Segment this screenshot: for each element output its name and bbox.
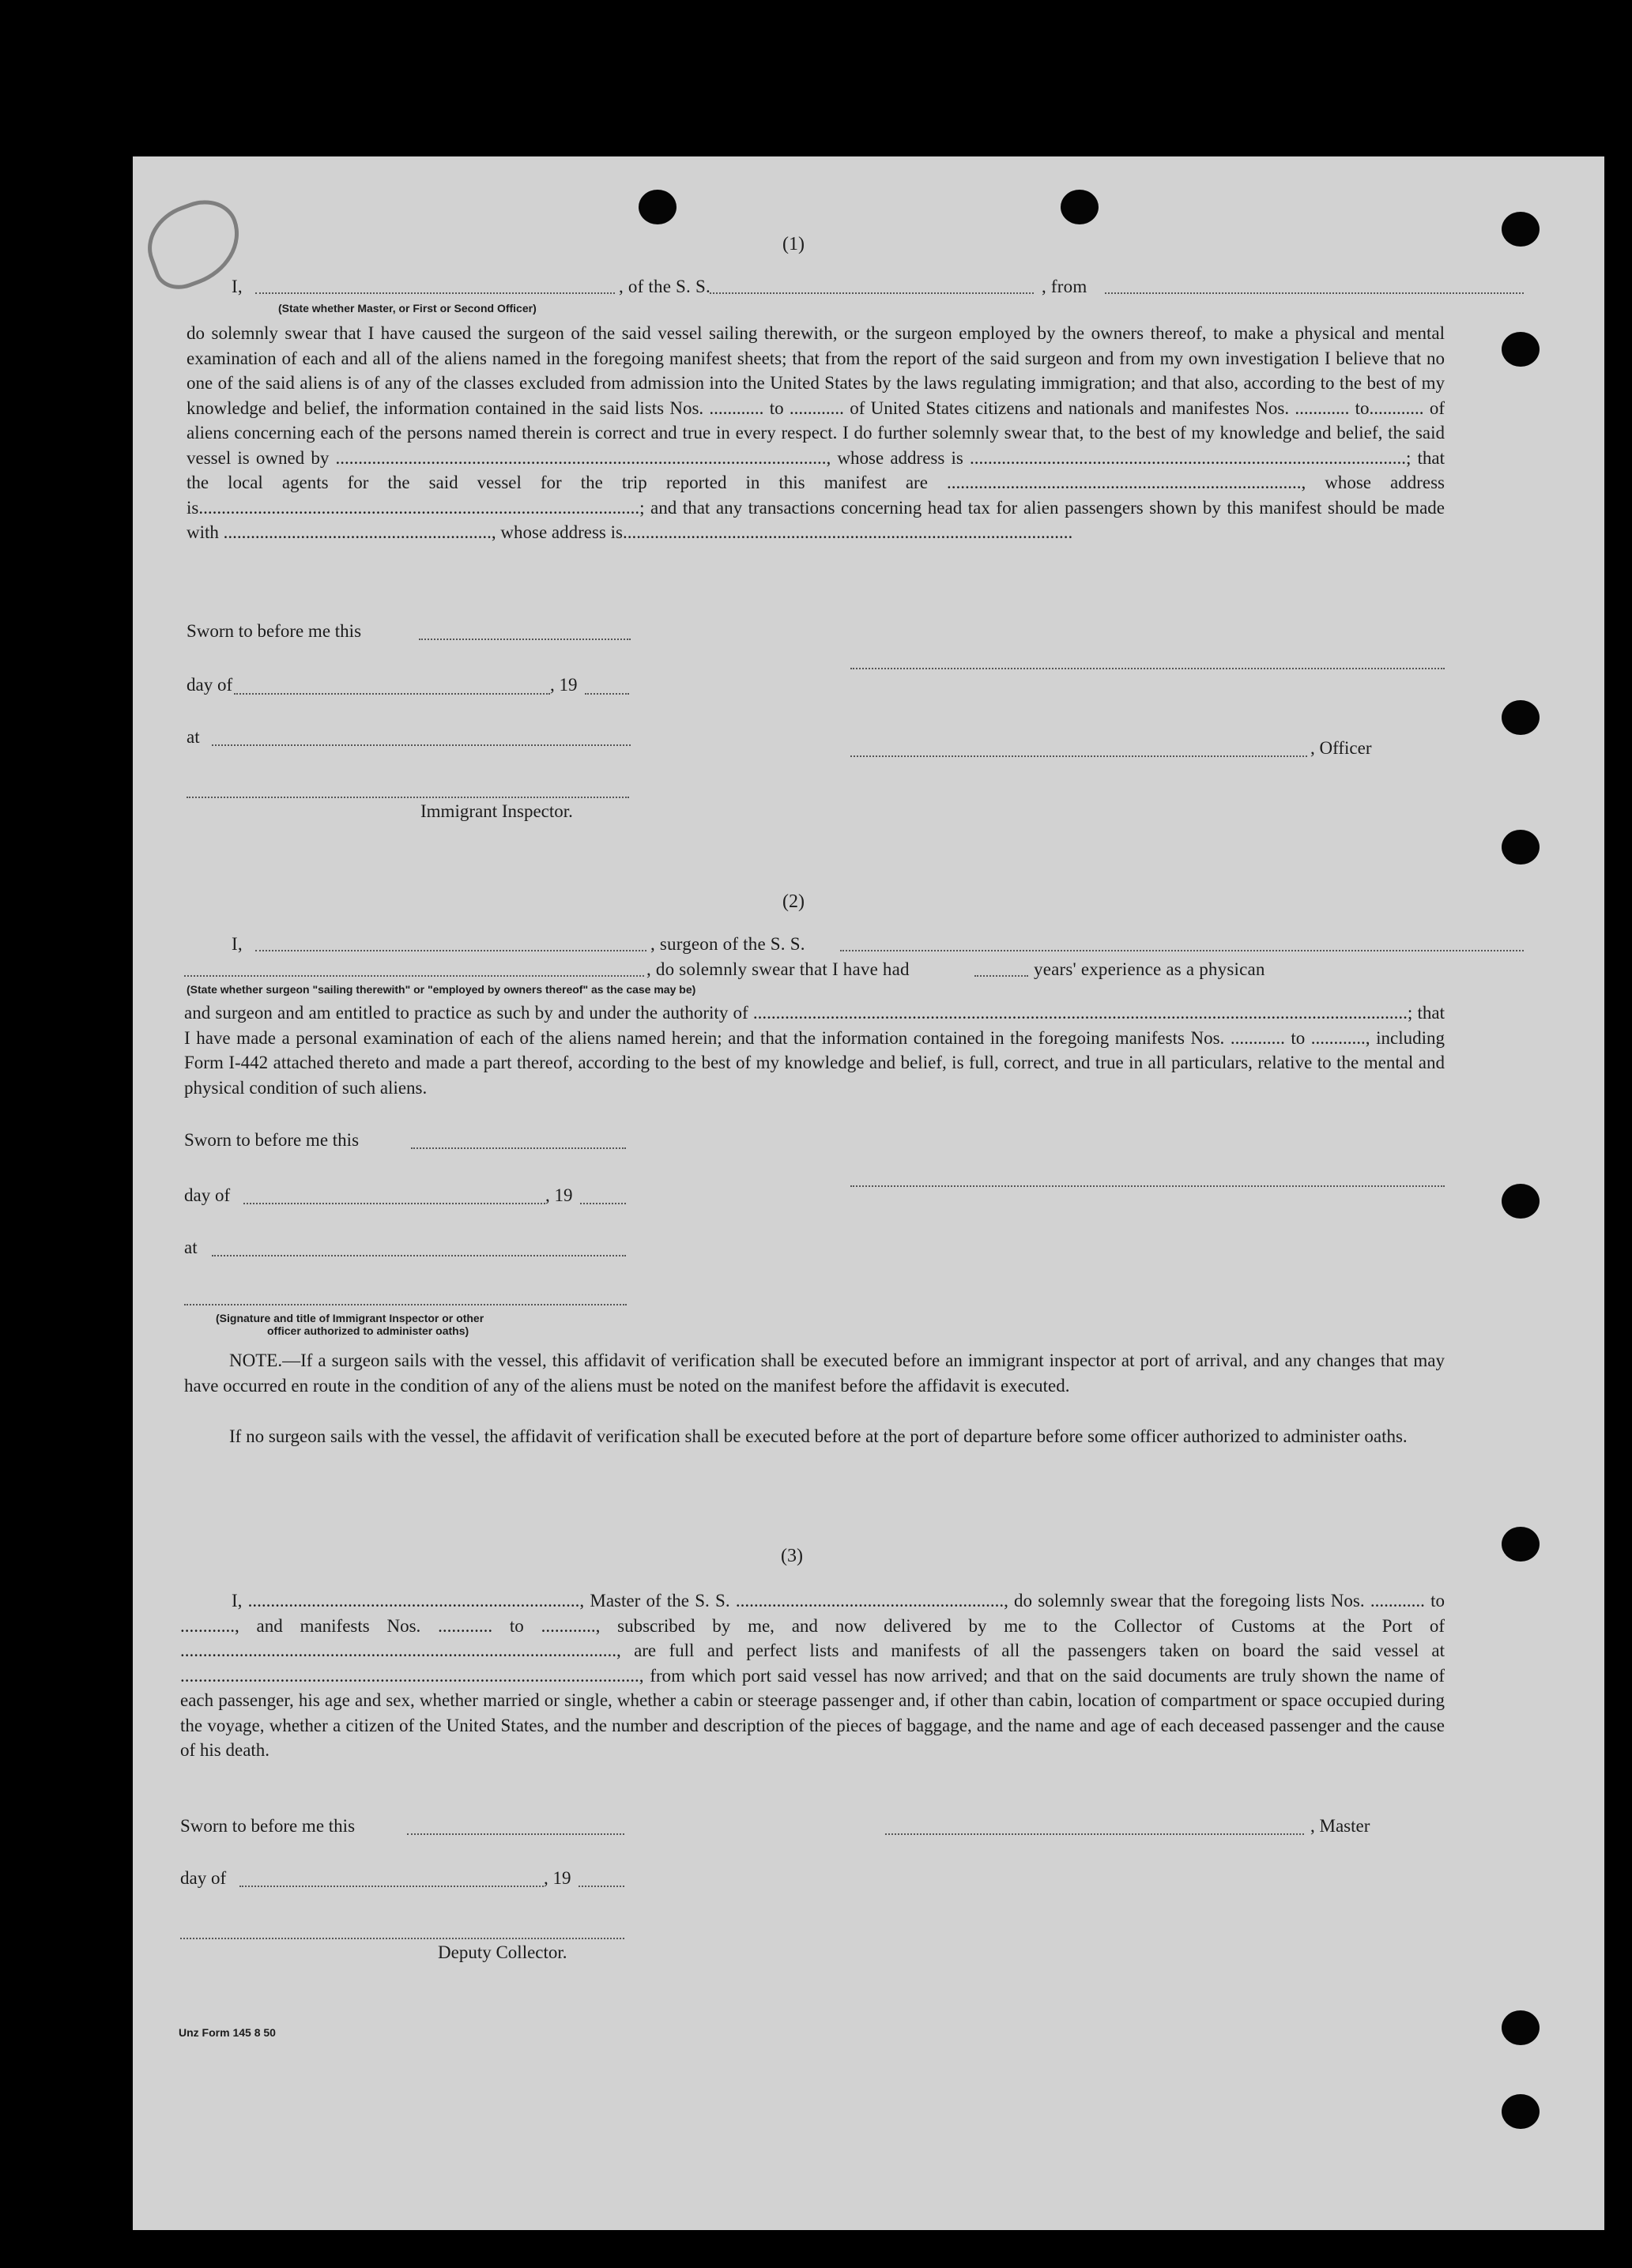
note-paragraph-2: If no surgeon sails with the vessel, the affidavit of verification shall be executed before at the port of departure before some officer authorized to administer oaths. [229,1426,1408,1446]
form-number-footer: Unz Form 145 8 50 [179,2026,276,2039]
deputy-signature-field[interactable] [180,1936,624,1939]
section-3-body: I, ........................................................................., Master of the S. S. ..........................................................., do solemnly swear that the foregoing lists Nos. ............ to ............, and manifests Nos. ............ to ............, subscribed by me, and now delivered by me to the Collector of Customs at the Port of ................................................................................................, are full and perfect lists and manifests of all the passengers taken on board the said vessel at ....................................................................................................., from which port said vessel has now arrived; and that on the said documents are truly shown the name of each passenger, his age and sex, whether married or single, whether a cabin or steerage passenger and, if other than cabin, location of compartment or space occupied during the voyage, whether a citizen of the United States, and the number and description of the pieces of baggage, and the name and age of each deceased passenger and the cause of his death. [180,1591,1445,1760]
year-field-3[interactable] [579,1884,624,1887]
surgeon-vessel-field[interactable] [840,936,1524,951]
day-of-label-1: day of [187,675,233,695]
immigrant-inspector-label: Immigrant Inspector. [420,801,573,821]
label-of-the-ss: , of the S. S. [619,277,710,296]
section-1-number: (1) [782,234,805,254]
form-page [133,156,1604,2230]
section-2-number: (2) [782,891,805,912]
from-port-field[interactable] [1105,278,1524,294]
at-label-2: at [184,1238,198,1257]
years-experience-field[interactable] [974,961,1028,977]
label-surgeon-of-ss: , surgeon of the S. S. [650,934,805,954]
deputy-collector-label: Deputy Collector. [438,1942,567,1962]
year-field-2[interactable] [580,1201,626,1204]
day-of-field-2[interactable] [243,1201,545,1204]
officer-signature-top-line[interactable] [850,666,1445,669]
at-field-2[interactable] [212,1253,626,1256]
surgeon-name-field[interactable] [255,936,646,951]
punch-hole-right-1 [1502,212,1540,247]
section-1-body: do solemnly swear that I have caused the surgeon of the said vessel sailing therewith, or the surgeon employed by the owners thereof, to make a physical and mental examination of each and all of the aliens named in the foregoing manifest sheets; that from the report of the said surgeon and from my own investigation I believe that no one of the said aliens is of any of the classes excluded from admission into the United States by the laws regulating immigration; and that also, according to the best of my knowledge and belief, the information contained in the said lists Nos. ............ to ............ of United States citizens and nationals and manifestes Nos. ............ to............ of aliens concerning each of the persons named therein is correct and true in every respect. I do further solemnly swear that, to the best of my knowledge and belief, the said vessel is owned by ............................................................................................................, whose address is ................................................................................................; that the local agents for the said vessel for the trip reported in this manifest are .............................................................................., whose address is.................................................................................................; and that any transactions concerning head tax for alien passengers shown by this manifest should be made with ..........................................................., whose address is................................................................................................... [187,323,1445,542]
master-signature-field[interactable] [885,1832,1304,1835]
label-swear: , do solemnly swear that I have had [646,959,910,979]
section-2-body: and surgeon and am entitled to practice as such by and under the authority of ................................................................................................................................................; that I have made a personal examination of each of the aliens named herein; and that the information contained in the foregoing manifests Nos. ............ to ............, including Form I-442 attached thereto and made a part thereof, according to the best of my knowledge and belief, is full, correct, and true in all particulars, relative to the mental and physical condition of such aliens. [184,1003,1445,1098]
sworn-label-2: Sworn to before me this [184,1130,360,1150]
signature-note-line-1: (Signature and title of Immigrant Inspector or other [216,1312,484,1324]
signature-note-line-2: officer authorized to administer oaths) [267,1324,469,1337]
label-years-experience: years' experience as a physican [1034,959,1265,979]
punch-hole-right-8 [1502,2094,1540,2129]
sworn-date-field-2[interactable] [411,1146,626,1149]
year-label-2: , 19 [545,1185,573,1205]
sworn-label-1: Sworn to before me this [187,621,362,641]
punch-hole-right-3 [1502,700,1540,735]
officer-signature-field[interactable] [850,754,1307,757]
day-of-field-1[interactable] [234,691,550,695]
punch-hole-right-5 [1502,1184,1540,1219]
sworn-date-field-3[interactable] [407,1832,624,1835]
officer-name-field[interactable] [255,278,615,294]
at-field-1[interactable] [212,743,631,746]
master-label: , Master [1310,1816,1370,1836]
punch-hole-right-6 [1502,1527,1540,1562]
punch-hole-top-right [1061,190,1099,224]
vessel-name-field[interactable] [710,278,1034,294]
punch-hole-top-left [639,190,677,224]
note-paragraph-1: NOTE.—If a surgeon sails with the vessel, this affidavit of verification shall be executed before an immigrant inspector at port of arrival, and any changes that may have occurred en route in the condition of any of the aliens must be noted on the manifest before the affidavit is executed. [184,1351,1445,1396]
sworn-date-field-1[interactable] [419,637,631,640]
day-of-label-2: day of [184,1185,231,1205]
year-label-3: , 19 [544,1868,571,1888]
surgeon-status-field[interactable] [184,961,644,977]
at-label-1: at [187,727,200,747]
label-I-2: I, [232,934,243,954]
officer-title-note: (State whether Master, or First or Second Officer) [278,302,537,315]
officer-label: , Officer [1310,738,1372,758]
day-of-label-3: day of [180,1868,227,1888]
sworn-label-3: Sworn to before me this [180,1816,356,1836]
surgeon-signature-field[interactable] [850,1184,1445,1187]
label-from: , from [1042,277,1087,296]
punch-hole-right-7 [1502,2010,1540,2045]
year-label-1: , 19 [550,675,578,695]
label-I: I, [232,277,243,296]
inspector-signature-field[interactable] [187,795,629,798]
day-of-field-3[interactable] [239,1884,544,1887]
surgeon-status-note: (State whether surgeon "sailing therewith" or "employed by owners thereof" as the case may be) [187,983,696,996]
punch-hole-right-4 [1502,830,1540,865]
punch-hole-right-2 [1502,332,1540,367]
inspector-signature-field-2[interactable] [184,1302,627,1305]
year-field-1[interactable] [585,691,629,695]
section-3-number: (3) [781,1546,803,1566]
